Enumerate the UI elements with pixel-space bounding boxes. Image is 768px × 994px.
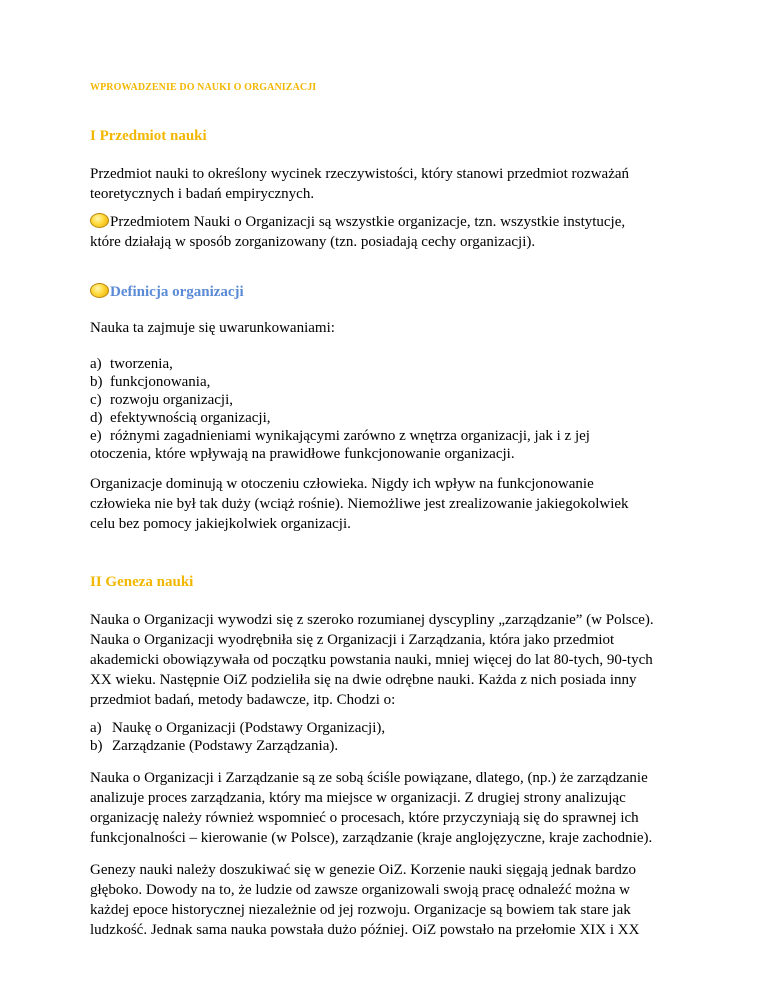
text-line: każdej epoce historycznej niezależnie od jej rozwoju. Organizacje są bowiem tak stare jak xyxy=(90,902,631,918)
definition-paragraph xyxy=(90,474,690,534)
list-item: e) różnymi zagadnieniami wynikającymi zarówno z wnętrza organizacji, jak i z jej xyxy=(90,428,590,444)
text-line: Przedmiotem Nauki o Organizacji są wszystkie organizacje, tzn. wszystkie instytucje, xyxy=(110,214,626,230)
list-item: b) Zarządzanie (Podstawy Zarządzania). xyxy=(90,738,339,754)
section2-paragraph1 xyxy=(90,610,690,710)
text-line: organizację należy również wspomnieć o procesach, które przyczyniają się do sprawnej ich xyxy=(90,810,639,826)
section2-paragraph2 xyxy=(90,768,690,848)
list-item: a) tworzenia, xyxy=(90,356,173,372)
section2-list xyxy=(90,719,385,755)
section1-paragraph2 xyxy=(90,212,690,252)
text-line: funkcjonalności – kierowanie (w Polsce), zarządzanie (kraje anglojęzyczne, kraje zachodnie). xyxy=(90,830,653,846)
text-line: Organizacje dominują w otoczeniu człowieka. Nigdy ich wpływ na funkcjonowanie xyxy=(90,476,594,492)
text-line: Nauka o Organizacji i Zarządzanie są ze sobą ściśle powiązane, dlatego, (np.) że zarządzanie xyxy=(90,770,648,786)
section2-heading: II Geneza nauki xyxy=(90,574,194,590)
text-line: teoretycznych i badań empirycznych. xyxy=(90,186,315,202)
text-line: człowieka nie był tak duży (wciąż rośnie). Niemożliwe jest zrealizowanie jakiegokolwiek xyxy=(90,496,629,512)
text-line: Nauka o Organizacji wywodzi się z szeroko rozumianej dyscypliny „zarządzanie” (w Polsce). xyxy=(90,612,654,628)
definition-list xyxy=(90,355,590,463)
section1-paragraph1 xyxy=(90,164,690,204)
yellow-orb-bullet-icon xyxy=(90,213,109,228)
document-title: WPROWADZENIE DO NAUKI O ORGANIZACJI xyxy=(90,82,317,93)
yellow-orb-bullet-icon xyxy=(90,283,109,298)
list-item: a) Naukę o Organizacji (Podstawy Organizacji), xyxy=(90,720,386,736)
text-line: Przedmiot nauki to określony wycinek rzeczywistości, który stanowi przedmiot rozważań xyxy=(90,166,630,182)
text-line: przedmiot badań, metody badawcze, itp. Chodzi o: xyxy=(90,692,396,708)
list-item: c) rozwoju organizacji, xyxy=(90,392,234,408)
text-line: głęboko. Dowody na to, że ludzie od zawsze organizowali swoją pracę odnaleźć można w xyxy=(90,882,630,898)
definition-intro: Nauka ta zajmuje się uwarunkowaniami: xyxy=(90,320,335,336)
list-item: b) funkcjonowania, xyxy=(90,374,211,390)
text-line: analizuje proces zarządzania, który ma miejsce w organizacji. Z drugiej strony analizując xyxy=(90,790,626,806)
text-line: akademicki obowiązywała od początku powstania nauki, mniej więcej do lat 80-tych, 90-tych xyxy=(90,652,653,668)
list-item-continuation: otoczenia, które wpływają na prawidłowe funkcjonowanie organizacji. xyxy=(90,446,515,462)
text-line: które działają w sposób zorganizowany (tzn. posiadają cechy organizacji). xyxy=(90,234,536,250)
text-line: Genezy nauki należy doszukiwać się w genezie OiZ. Korzenie nauki sięgają jednak bardzo xyxy=(90,862,637,878)
definition-heading: Definicja organizacji xyxy=(90,283,244,301)
text-line: celu bez pomocy jakiejkolwiek organizacji. xyxy=(90,516,351,532)
section2-paragraph3 xyxy=(90,860,690,940)
section1-heading: I Przedmiot nauki xyxy=(90,128,207,144)
text-line: Nauka o Organizacji wyodrębniła się z Organizacji i Zarządzania, która jako przedmiot xyxy=(90,632,615,648)
text-line: XX wieku. Następnie OiZ podzieliła się na dwie odrębne nauki. Każda z nich posiada inny xyxy=(90,672,637,688)
text-line: ludzkość. Jednak sama nauka powstała dużo później. OiZ powstało na przełomie XIX i XX xyxy=(90,922,640,938)
list-item: d) efektywnością organizacji, xyxy=(90,410,271,426)
